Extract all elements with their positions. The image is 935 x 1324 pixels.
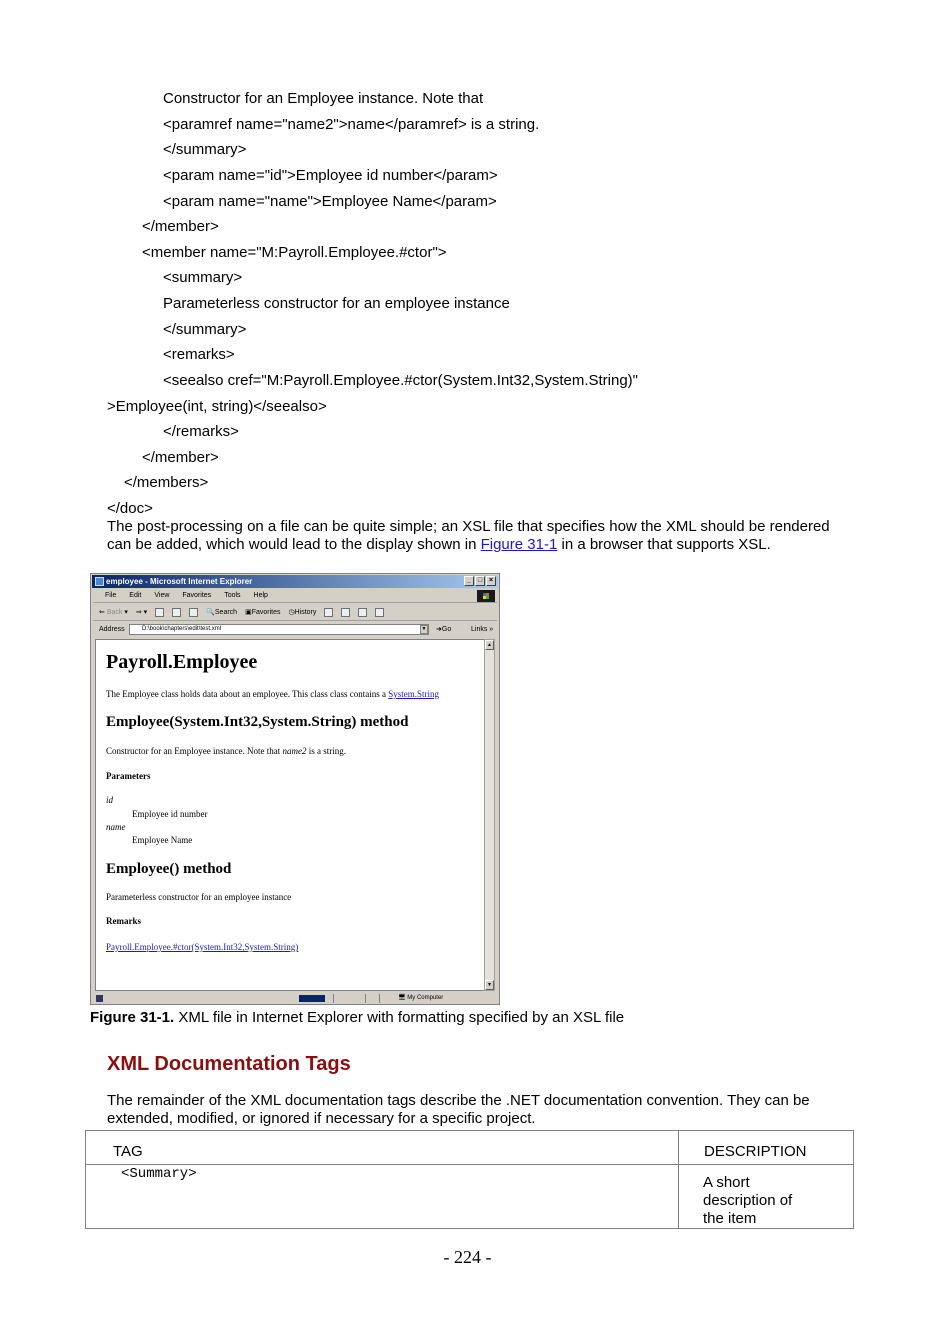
stop-icon[interactable] [155, 608, 164, 617]
maximize-button[interactable]: □ [475, 576, 485, 586]
code-line: >Employee(int, string)</seealso> [107, 398, 327, 415]
param-description: Employee Name [132, 835, 193, 845]
code-line: <param name="name">Employee Name</param> [163, 193, 497, 210]
back-label: Back [106, 608, 123, 616]
browser-screenshot [90, 573, 500, 1005]
go-button[interactable]: ➜Go [436, 626, 452, 633]
code-line: </summary> [163, 141, 247, 158]
code-line: </summary> [163, 321, 247, 338]
mail-icon[interactable] [324, 608, 333, 617]
class-description [106, 689, 439, 699]
page-number: - 224 - [443, 1247, 492, 1267]
seealso-link[interactable]: Payroll.Employee.#ctor(System.Int32,System.String) [106, 942, 299, 952]
param-name: id [106, 795, 114, 805]
method1-desc-em: name2 [282, 746, 307, 756]
figure-link[interactable]: Figure 31-1 [480, 536, 558, 553]
system-string-link[interactable]: System.String [388, 689, 440, 699]
code-line: <paramref name="name2">name</paramref> is a string. [163, 116, 540, 133]
method2-heading: Employee() method [106, 861, 232, 877]
edit-icon[interactable] [358, 608, 367, 617]
chevron-down-icon[interactable]: ▼ [421, 626, 427, 632]
security-zone: 🖥 My Computer [398, 995, 444, 1001]
browser-title: employee - Microsoft Internet Explorer [106, 577, 253, 586]
window-controls [464, 576, 496, 586]
close-button[interactable]: × [486, 576, 496, 586]
header-label: DESCRIPTION [704, 1143, 807, 1160]
code-line: <member name="M:Payroll.Employee.#ctor"> [142, 244, 447, 261]
menu-tools[interactable]: Tools [224, 592, 241, 599]
intro-text: The post-processing on a file can be quite simple; an XSL file that specifies how the XML should be rendered can be added, which would lead to the display shown in [107, 518, 830, 553]
status-cell [379, 994, 391, 1003]
code-line: </members> [124, 474, 209, 491]
discuss-icon[interactable] [375, 608, 384, 617]
back-button[interactable]: ⇐ Back ▾ [99, 608, 128, 616]
description-value: A short description of the item [703, 1174, 793, 1227]
table-header-tag [86, 1131, 679, 1165]
menu-file[interactable]: File [105, 592, 117, 599]
browser-menubar [93, 589, 497, 603]
table-cell-tag [86, 1165, 679, 1229]
status-cell [365, 994, 377, 1003]
remarks-heading: Remarks [106, 916, 141, 926]
browser-titlebar [92, 575, 498, 588]
address-label: Address [99, 626, 125, 633]
param-name: name [106, 822, 126, 832]
method1-desc-text: Constructor for an Employee instance. Note that [106, 746, 283, 756]
code-line: </member> [142, 218, 219, 235]
method1-desc-end: is a string. [306, 746, 346, 756]
ie-app-icon [95, 577, 104, 586]
page-heading: Payroll.Employee [106, 651, 258, 673]
forward-icon[interactable]: ⇒ ▾ [135, 608, 148, 616]
menu-edit[interactable]: Edit [129, 592, 142, 599]
parameters-heading: Parameters [106, 771, 151, 781]
tag-value: <Summary> [121, 1166, 197, 1182]
header-label: TAG [113, 1143, 143, 1160]
status-cell [333, 994, 363, 1003]
print-icon[interactable] [341, 608, 350, 617]
section-paragraph: The remainder of the XML documentation tags describe the .NET documentation convention. They can be extended, modified, or ignored if necessary for a specific project. [107, 1092, 810, 1127]
code-line: </doc> [107, 500, 153, 517]
progress-bar [299, 995, 325, 1002]
intro-paragraph [107, 518, 832, 554]
scroll-up-icon[interactable]: ▲ [485, 640, 494, 650]
code-line: <seealso cref="M:Payroll.Employee.#ctor(System.Int32,System.String)" [163, 372, 638, 389]
intro-text-end: in a browser that supports XSL. [557, 536, 771, 553]
zone-label: My Computer [407, 995, 444, 1001]
code-line: </remarks> [163, 423, 239, 440]
vertical-scrollbar[interactable] [484, 639, 495, 991]
browser-statusbar [93, 993, 497, 1004]
section-title: XML Documentation Tags [107, 1053, 351, 1075]
address-input[interactable]: D:\book\chapters\edit\test.xml [129, 624, 429, 635]
favorites-button[interactable]: ▣Favorites [245, 608, 281, 616]
minimize-button[interactable]: _ [464, 576, 474, 586]
table-header-row [86, 1131, 854, 1165]
history-label: History [294, 608, 317, 616]
menu-view[interactable]: View [154, 592, 170, 599]
table-cell-description [679, 1165, 854, 1229]
tags-table [85, 1130, 854, 1229]
search-label: Search [214, 608, 238, 616]
refresh-icon[interactable] [172, 608, 181, 617]
code-line: </member> [142, 449, 219, 466]
figure-label: Figure 31-1. [90, 1009, 175, 1026]
class-description-text: The Employee class holds data about an employee. This class class contains a [106, 689, 389, 699]
windows-logo-icon [477, 590, 495, 602]
method1-description [106, 746, 346, 756]
browser-toolbar [93, 605, 497, 621]
table-row [86, 1165, 854, 1229]
search-button[interactable]: 🔍Search [206, 608, 238, 616]
code-line: Constructor for an Employee instance. Note that [163, 90, 484, 107]
links-button[interactable]: Links » [471, 626, 494, 633]
figure-caption-text: XML file in Internet Explorer with formatting specified by an XSL file [174, 1009, 625, 1026]
figure-caption [90, 1009, 624, 1027]
code-line: <remarks> [163, 346, 235, 363]
go-label: Go [441, 626, 452, 633]
browser-content [95, 639, 487, 991]
code-line: <summary> [163, 269, 243, 286]
page-status-icon [96, 995, 103, 1002]
param-description: Employee id number [132, 809, 208, 819]
code-line: <param name="id">Employee id number</param> [163, 167, 498, 184]
code-line: Parameterless constructor for an employee instance [163, 295, 510, 312]
home-icon[interactable] [189, 608, 198, 617]
method2-description: Parameterless constructor for an employee instance [106, 892, 292, 902]
table-header-description [679, 1131, 854, 1165]
scroll-down-icon[interactable]: ▼ [485, 980, 494, 990]
menu-help[interactable]: Help [253, 592, 268, 599]
menu-favorites[interactable]: Favorites [182, 592, 212, 599]
favorites-label: Favorites [251, 608, 281, 616]
method1-heading: Employee(System.Int32,System.String) method [106, 714, 409, 730]
address-bar [93, 622, 497, 637]
history-button[interactable]: ◷History [288, 608, 317, 616]
